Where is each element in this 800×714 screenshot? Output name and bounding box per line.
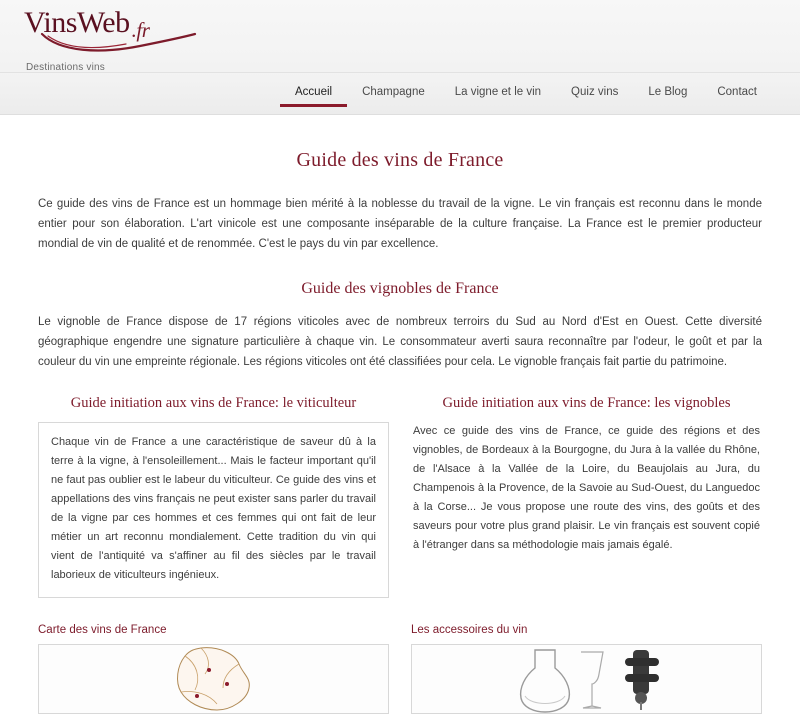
column-vignobles (411, 394, 762, 598)
nav-item-accueil[interactable]: Accueil (280, 73, 347, 107)
logo-text (24, 6, 324, 42)
site-tagline: Destinations vins (26, 62, 105, 73)
nav-item-la-vigne-et-le-vin[interactable]: La vigne et le vin (454, 86, 542, 98)
nav-item-quiz-vins[interactable]: Quiz vins (571, 86, 619, 98)
column-title-viticulteur: Guide initiation aux vins de France: le viticulteur (70, 395, 357, 411)
nav-item-le-blog[interactable]: Le Blog (648, 86, 688, 98)
column-text-viticulteur: Chaque vin de France a une caractéristique de saveur dû à la terre à la vigne, à l'ensoleillement... Mais le facteur important qu'il ne faut pas oublier est le labeur du viticulteur. Ce guide des vins et appellations des vins français ne peut exister sans parler du travail de la vigne par ces hommes et ces femmes qui ont fait de leur métier un art reconnu mondialement. Cette tradition du vin qui vient de l'antiquité va s'affiner au fil des siècles par le travail laborieux de viticulteurs ingénieux. (38, 422, 389, 598)
column-text-vignobles: Avec ce guide des vins de France, ce guide des régions et des vignobles, de Bordeaux à la Bourgogne, du Jura à la vallée du Rhône, de l'Alsace à la Vallée de la Loire, du Beaujolais au Jura, du Champenois à la Provence, de la Savoie au Sud-Ouest, du Languedoc à la Corse... Je vous propose une route des vins, des goûts et des saveurs pour votre plus grand plaisir. Le vin français est souvent copié à l'étranger dans sa méthodologie mais jamais égalé. (413, 425, 760, 551)
media-column-carte (38, 624, 389, 714)
column-viticulteur (38, 394, 389, 598)
two-column-media (38, 624, 762, 714)
main-navbar (0, 73, 800, 115)
main-content (0, 149, 800, 714)
site-logo[interactable] (24, 6, 324, 42)
section-paragraph-vignobles: Le vignoble de France dispose de 17 régions viticoles avec de nombreux terroirs du Sud au Nord d'Est en Ouest. Cette diversité géographique engendre une signature particulière à chaque vin. Le consommateur averti saura reconnaître par l'odeur, le goût et par la couleur du vin une empreinte régionale. Les régions viticoles ont été classifiées pour cela. Le vignoble français fait partie du patrimoine. (38, 316, 762, 368)
main-nav (280, 73, 772, 115)
page-title: Guide des vins de France (296, 149, 504, 171)
media-title-carte: Carte des vins de France (38, 624, 167, 636)
media-box-accessoires[interactable] (411, 644, 762, 714)
two-column-guides (38, 394, 762, 598)
nav-item-contact[interactable]: Contact (717, 86, 757, 98)
media-box-carte[interactable] (38, 644, 389, 714)
logo-web: Web (76, 6, 130, 39)
logo-tld: .fr (131, 18, 150, 42)
intro-paragraph: Ce guide des vins de France est un hommage bien mérité à la noblesse du travail de la vigne. Le vin français est reconnu dans le monde entier pour son élaboration. L'art vinicole est une composante inséparable de la culture française. La France est le premier producteur mondial de vin de qualité et de renommée. C'est le pays du vin par excellence. (38, 198, 762, 250)
media-title-accessoires: Les accessoires du vin (411, 624, 528, 636)
media-column-accessoires (411, 624, 762, 714)
wine-decanter-and-corkscrew-icon (412, 645, 761, 713)
map-of-france-wine-regions-icon (39, 645, 388, 713)
site-header (0, 0, 800, 73)
logo-vins: Vins (24, 6, 77, 39)
section-title-vignobles: Guide des vignobles de France (301, 280, 499, 297)
column-title-vignobles: Guide initiation aux vins de France: les vignobles (442, 395, 731, 411)
nav-item-champagne[interactable]: Champagne (362, 86, 425, 98)
